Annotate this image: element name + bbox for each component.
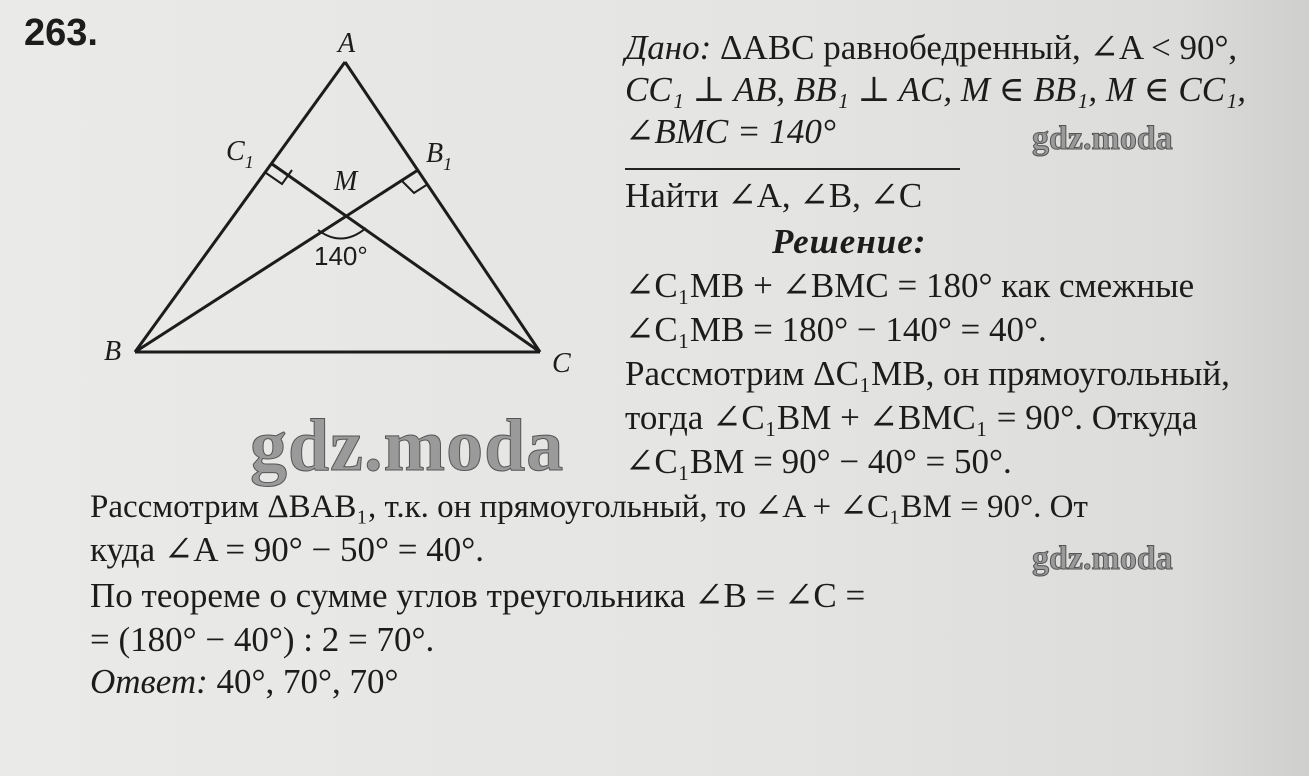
side-ac bbox=[345, 62, 540, 352]
watermark-big: gdz.moda bbox=[250, 405, 565, 487]
triangle-figure bbox=[0, 0, 620, 400]
solution-line-1: ∠C₁MB + ∠BMC = 180° как смежные bbox=[625, 266, 1195, 305]
solution-line-5: ∠C₁BM = 90° − 40° = 50°. bbox=[625, 442, 1012, 481]
solution-line-4: тогда ∠C₁BM + ∠BMC₁ = 90°. Откуда bbox=[625, 398, 1198, 437]
find-line: Найти ∠A, ∠B, ∠C bbox=[625, 176, 923, 215]
altitude-cc1 bbox=[272, 164, 540, 352]
vertex-label-a: A bbox=[338, 28, 356, 59]
angle-label-140: 140° bbox=[314, 241, 368, 271]
watermark-top: gdz.moda bbox=[1032, 120, 1173, 157]
solution-line-8: По теореме о сумме углов треугольника ∠B = ∠C = bbox=[90, 576, 866, 615]
solution-line-6: Рассмотрим ΔBAB₁, т.к. он прямоугольный, то ∠A + ∠C₁BM = 90°. От bbox=[90, 489, 1088, 525]
vertex-label-b: B bbox=[104, 336, 122, 367]
right-angle-mark-c1 bbox=[266, 170, 292, 184]
problem-number: 263. bbox=[24, 12, 98, 54]
answer-label: Ответ: bbox=[90, 662, 208, 701]
given-divider bbox=[625, 168, 960, 170]
given-line-1: Дано: ΔABC равнобедренный, ∠A < 90°, bbox=[625, 28, 1238, 67]
solution-line-2: ∠C₁MB = 180° − 140° = 40°. bbox=[625, 310, 1047, 349]
given-line-2: CC₁ ⊥ AB, BB₁ ⊥ AC, M ∈ BB₁, M ∈ CC₁, bbox=[625, 70, 1246, 109]
solution-line-3: Рассмотрим ΔC₁MB, он прямоугольный, bbox=[625, 354, 1230, 393]
vertex-label-m: M bbox=[334, 166, 358, 197]
vertex-label-b1: $B_1$ bbox=[426, 138, 453, 174]
altitude-bb1 bbox=[135, 170, 418, 352]
solution-line-9: = (180° − 40°) : 2 = 70°. bbox=[90, 620, 435, 659]
vertex-label-c1: $C_1$ bbox=[226, 136, 254, 172]
watermark-mid: gdz.moda bbox=[1032, 540, 1173, 577]
vertex-label-c: C bbox=[552, 348, 571, 379]
given-label: Дано: bbox=[625, 28, 712, 67]
given-line-3: ∠BMC = 140° bbox=[625, 112, 836, 151]
answer-line: Ответ: 40°, 70°, 70° bbox=[90, 662, 399, 701]
solution-line-7: куда ∠A = 90° − 50° = 40°. bbox=[90, 530, 485, 569]
side-ab bbox=[135, 62, 345, 352]
solution-heading: Решение: bbox=[772, 222, 927, 261]
